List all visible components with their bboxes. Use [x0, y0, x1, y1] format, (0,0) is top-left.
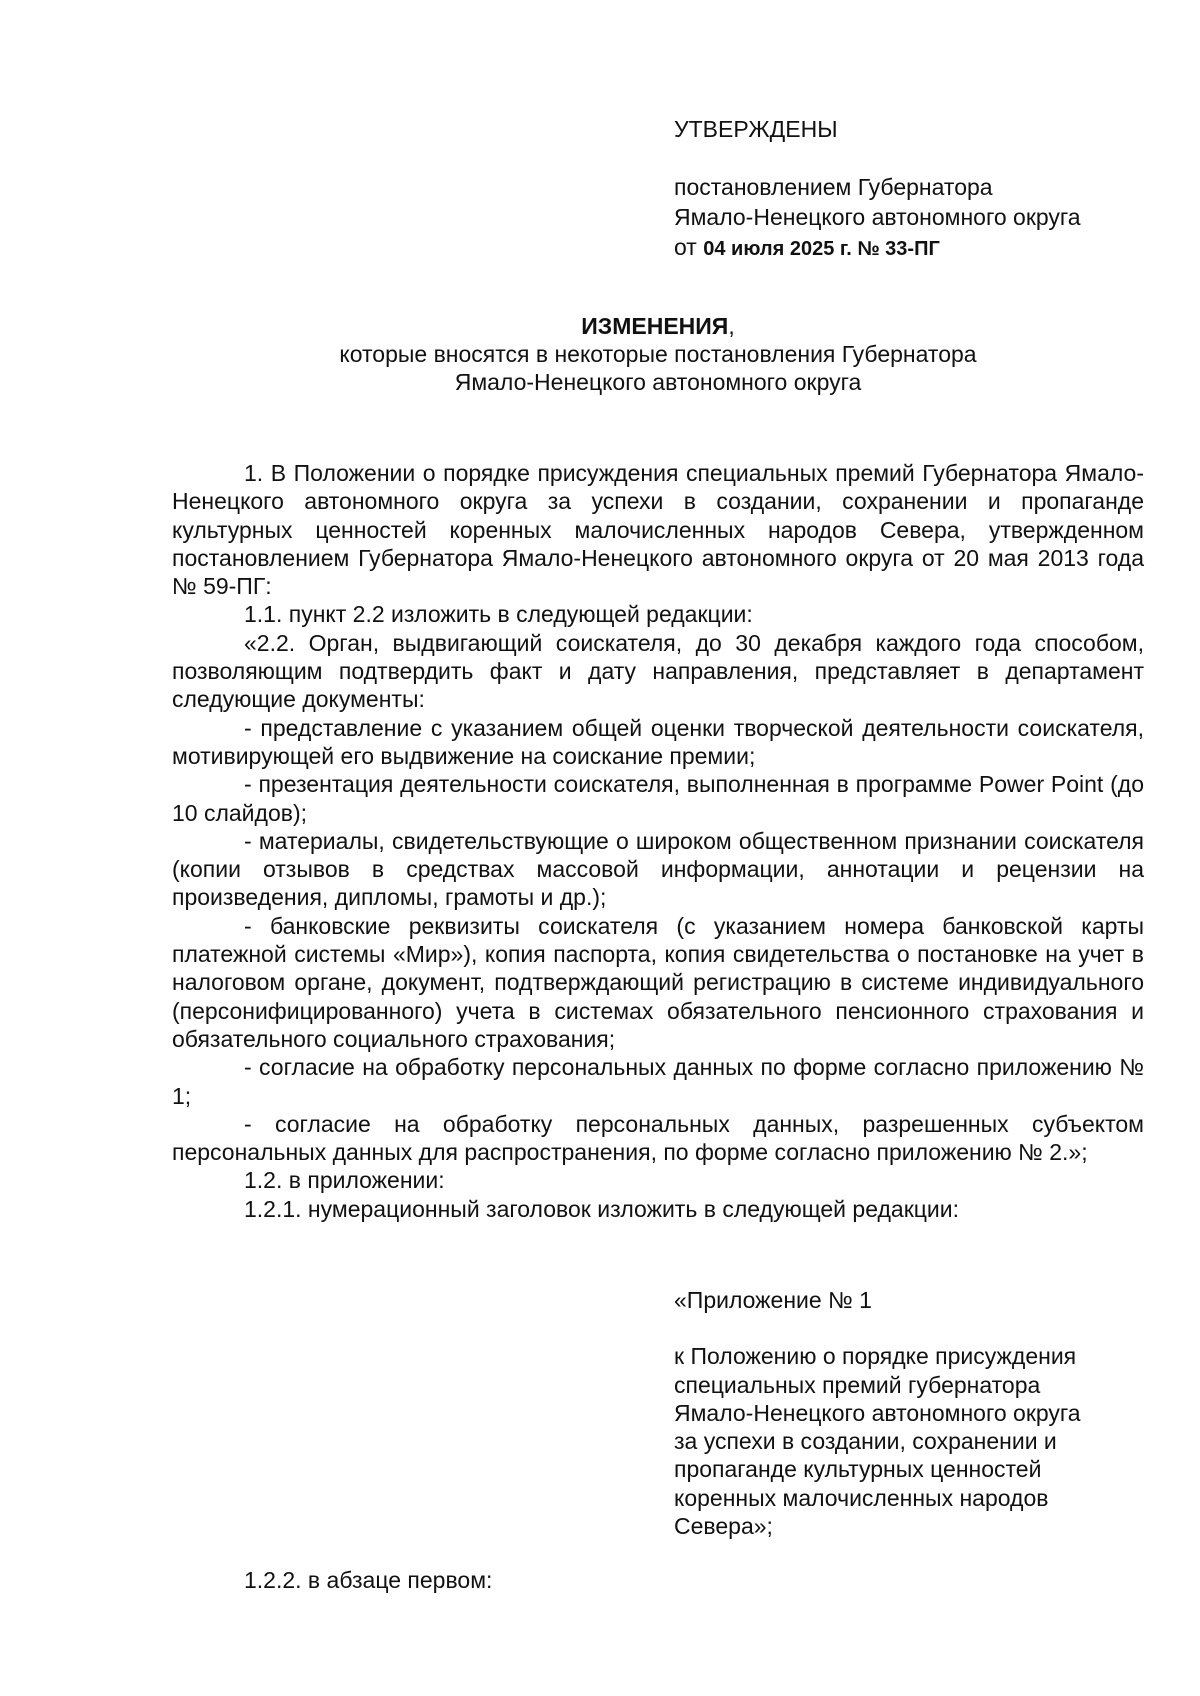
approval-date-value: 04 июля 2025 г. № 33-ПГ — [703, 238, 940, 260]
paragraph-1-2: 1.2. в приложении: — [244, 1167, 445, 1194]
document-body — [172, 459, 1144, 1223]
heading-title: ИЗМЕНЕНИЯ — [581, 313, 729, 339]
paragraph-1-2-2: 1.2.2. в абзаце первом: — [244, 1567, 493, 1593]
approval-line-2: Ямало-Ненецкого автономного округа — [674, 204, 1081, 230]
approval-date-prefix: от — [674, 234, 697, 260]
list-item-consent-2: - согласие на обработку персональных данных, разрешенных субъектом персональных данных для распространения, по форме согласно приложению № 2.»; — [172, 1110, 1144, 1166]
approval-title: УТВЕРЖДЕНЫ — [674, 116, 838, 142]
appendix-reference-line: коренных малочисленных народов — [674, 1484, 1049, 1511]
paragraph-1-2-1: 1.2.1. нумерационный заголовок изложить в следующей редакции: — [244, 1195, 960, 1222]
appendix-reference — [674, 1286, 1154, 1540]
document-heading — [172, 312, 1144, 396]
list-item-representation: - представление с указанием общей оценки творческой деятельности соискателя, мотивирующей его выдвижение на соискание премии; — [172, 714, 1144, 769]
paragraph-1: 1. В Положении о порядке присуждения специальных премий Губернатора Ямало-Ненецкого автономного округа за успехи в создании, сохранении и пропаганде культурных ценностей коренных малочисленных народов Севера, утвержденном постановлением Губернатора Ямало-Ненецкого автономного округа от 20 мая 2013 года № 59-ПГ: — [172, 460, 1144, 600]
approval-line-1: постановлением Губернатора — [674, 174, 993, 200]
paragraph-2-2: «2.2. Орган, выдвигающий соискателя, до 30 декабря каждого года способом, позволяющим подтвердить факт и дату направления, представляет в департамент следующие документы: — [172, 629, 1144, 713]
list-item-consent-1: - согласие на обработку персональных данных по форме согласно приложению № 1; — [172, 1054, 1144, 1109]
appendix-reference-line: Севера»; — [674, 1513, 773, 1540]
list-item-presentation: - презентация деятельности соискателя, выполненная в программе Power Point (до 10 слайдов); — [172, 771, 1144, 826]
heading-subtitle-2: Ямало-Ненецкого автономного округа — [454, 369, 862, 395]
appendix-reference-line: за успехи в создании, сохранении и — [674, 1428, 1057, 1455]
appendix-reference-line: специальных премий губернатора — [674, 1371, 1041, 1398]
appendix-reference-line: пропаганде культурных ценностей — [674, 1456, 1042, 1483]
appendix-reference-title: «Приложение № 1 — [674, 1287, 872, 1313]
list-item-materials: - материалы, свидетельствующие о широком общественном признании соискателя (копии отзывов в средствах массовой информации, аннотации и рецензии на произведения, дипломы, грамоты и др.); — [172, 827, 1144, 911]
heading-subtitle-1: которые вносятся в некоторые постановления Губернатора — [339, 341, 977, 367]
list-item-bank-details: - банковские реквизиты соискателя (с указанием номера банковской карты платежной системы «Мир»), копия паспорта, копия свидетельства о постановке на учет в налоговом органе, документ, подтверждающий регистрацию в системе индивидуального (персонифицированного) учета в системах обязательного пенсионного страхования и обязательного социального страхования; — [172, 912, 1144, 1052]
heading-title-suffix: , — [728, 313, 735, 339]
paragraph-1-1: 1.1. пункт 2.2 изложить в следующей редакции: — [244, 601, 753, 628]
approval-stamp — [674, 114, 1081, 264]
approval-date-line — [674, 232, 1081, 264]
appendix-reference-line: Ямало-Ненецкого автономного округа — [674, 1399, 1081, 1426]
appendix-reference-line: к Положению о порядке присуждения — [674, 1343, 1077, 1370]
heading-title-line — [172, 312, 1144, 340]
